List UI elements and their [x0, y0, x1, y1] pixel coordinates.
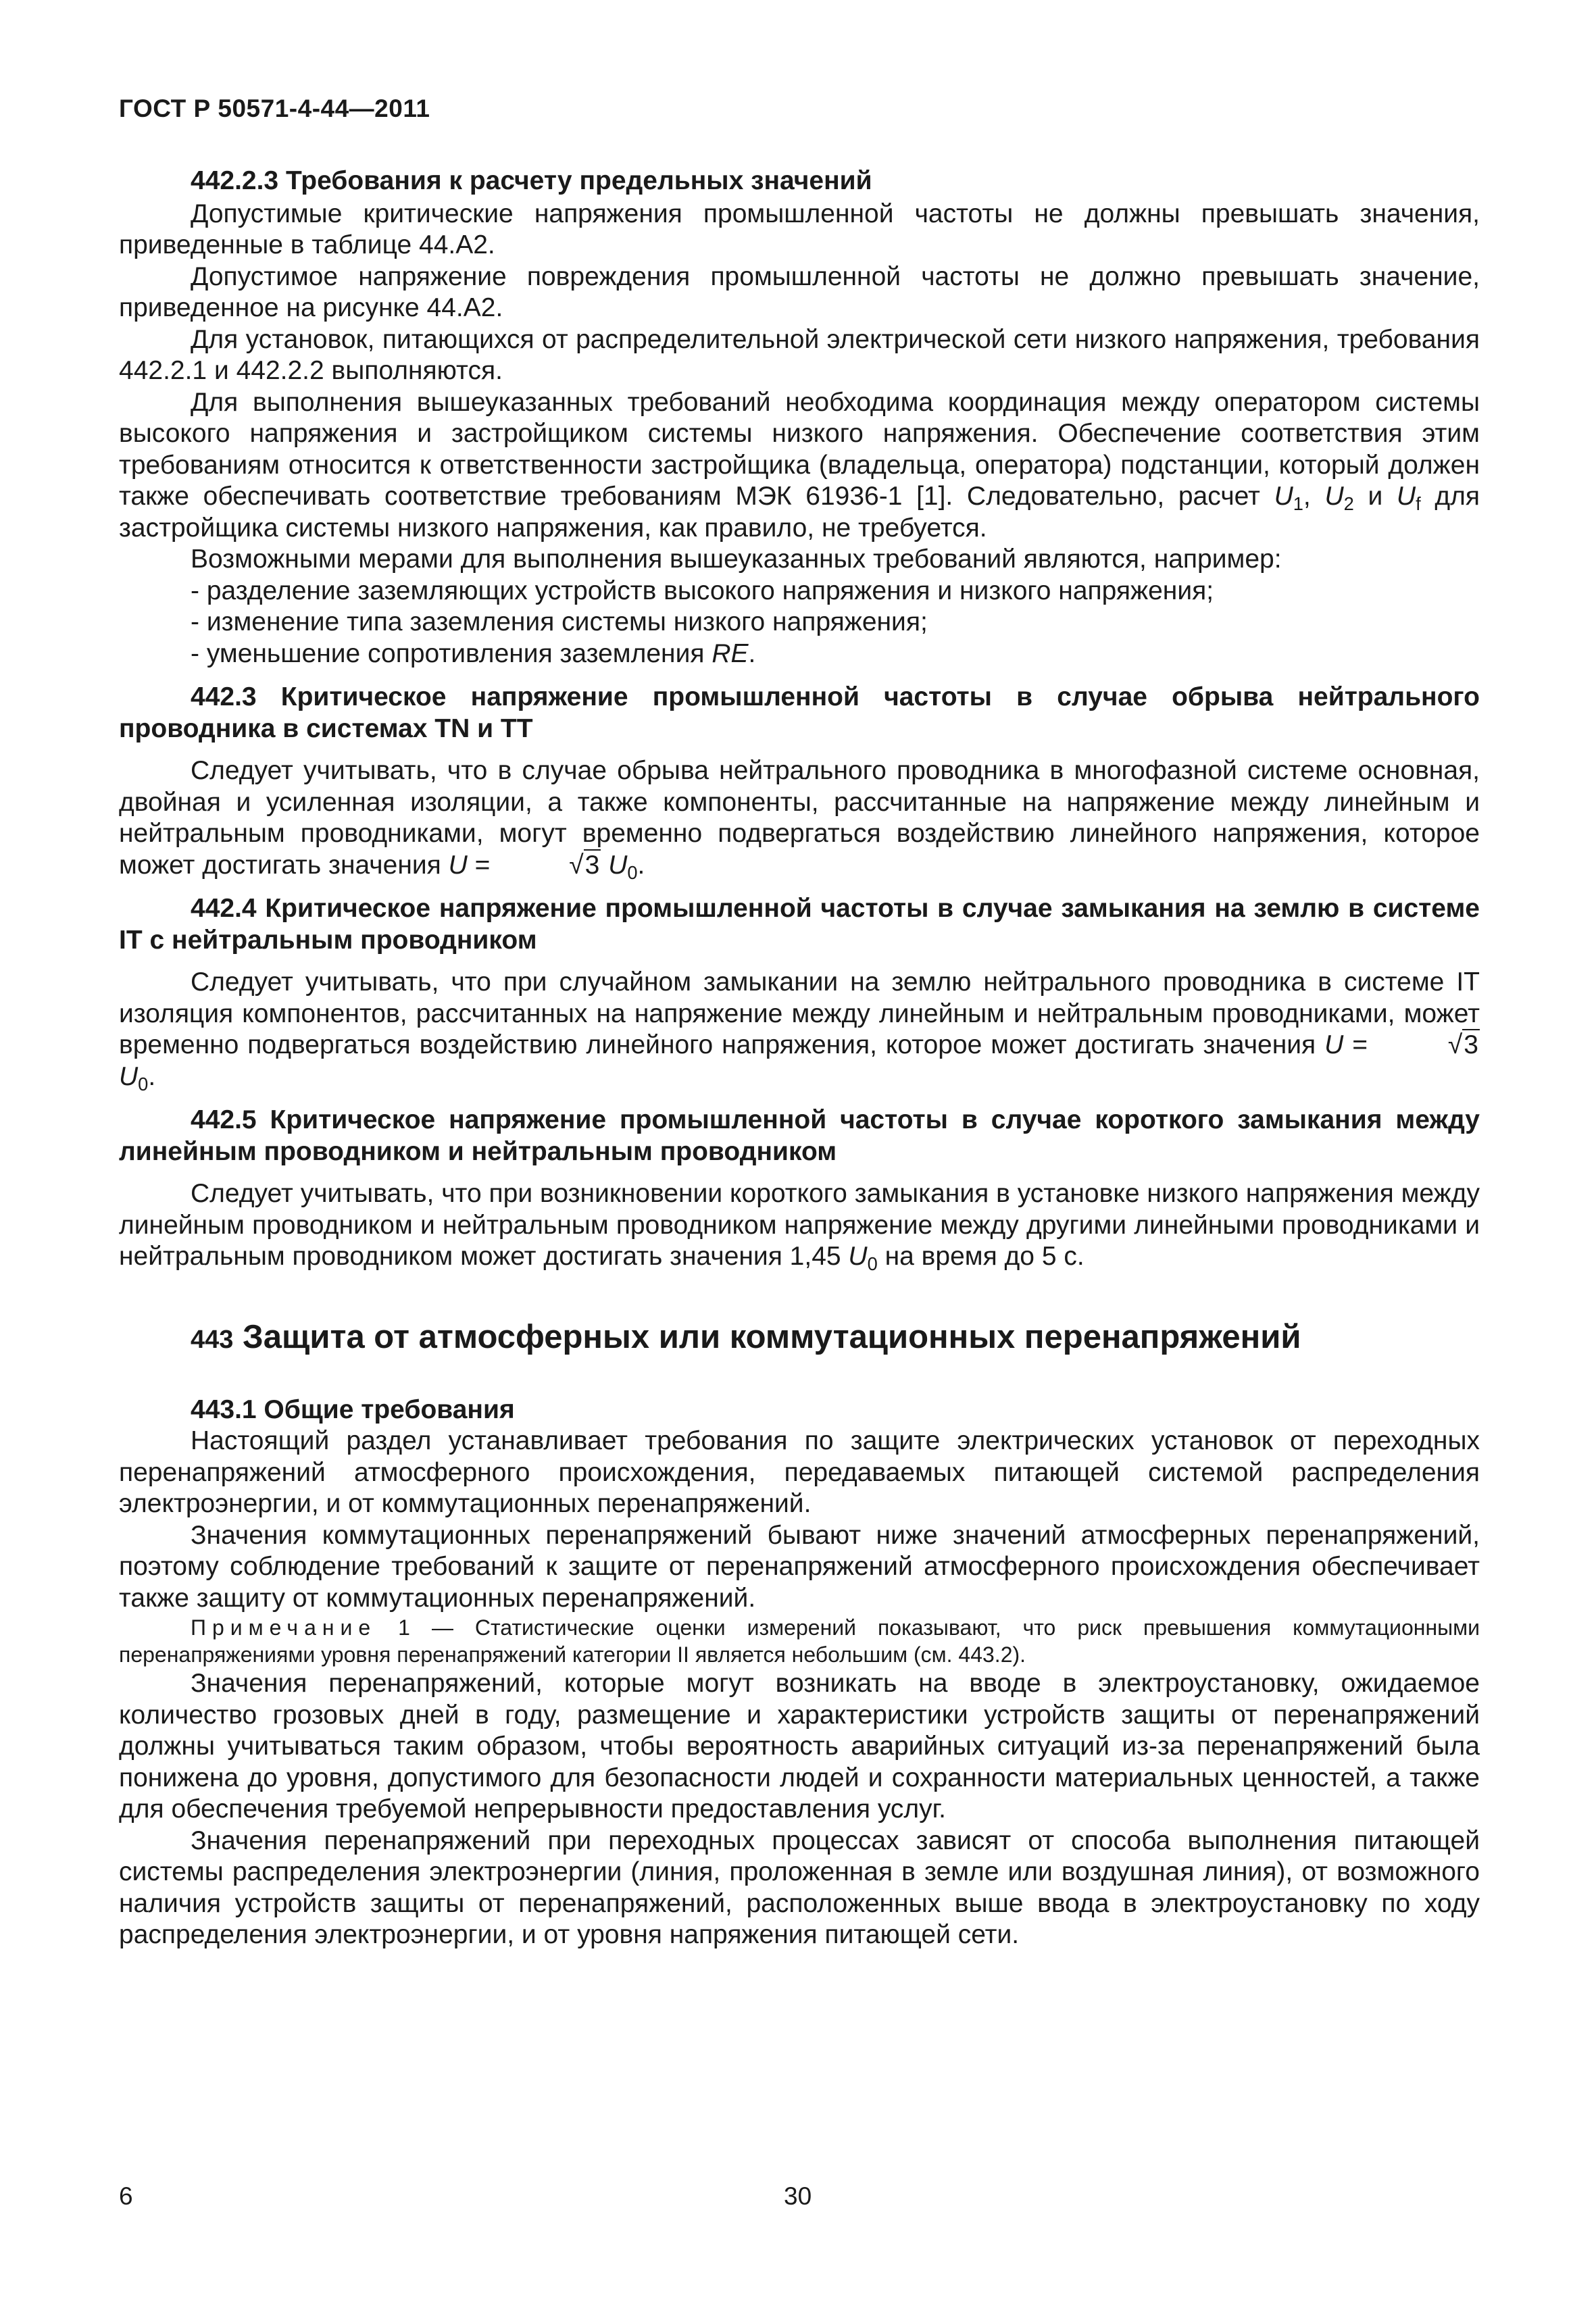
section-443-1-title: 443.1 Общие требования: [191, 1394, 515, 1424]
document-header: ГОСТ Р 50571-4-44—2011: [119, 95, 430, 122]
note: Примечание 1 — Статистические оценки измерений показывают, что риск превышения коммутационными перенапряжениями уровня перенапряжений категории II является небольшим (см. 443.2).: [119, 1615, 1480, 1667]
paragraph: Следует учитывать, что в случае обрыва нейтрального проводника в многофазной системе основная, двойная и усиленная изоляции, а также компоненты, рассчитанные на напряжение между линейным и нейтральным проводниками, могут временно подвергаться воздействию линейного напряжения, которое может достигать значения U = √3 $U_0$.: [119, 756, 1480, 883]
paragraph: Настоящий раздел устанавливает требования по защите электрических установок от переходных перенапряжений атмосферного происхождения, передаваемых питающей системой распределения электроэнергии, и от коммутационных перенапряжений.: [119, 1426, 1480, 1518]
section-443-title: 443 Защита от атмосферных или коммутационных перенапряжений: [191, 1318, 1301, 1355]
page-number-left: 6: [119, 2182, 133, 2210]
sqrt-formula: √3: [1447, 1030, 1478, 1059]
paragraph: Следует учитывать, что при возникновении короткого замыкания в установке низкого напряжения между линейным проводником и нейтральным проводником напряжение между другими линейными проводниками и нейтральным проводником может достигать значения 1,45 $U_0$ на время до 5 с.: [119, 1179, 1480, 1274]
paragraph: Для установок, питающихся от распределительной электрической сети низкого напряжения, требования 442.2.1 и 442.2.2 выполняются.: [119, 324, 1480, 385]
paragraph: Значения коммутационных перенапряжений бывают ниже значений атмосферных перенапряжений, поэтому соблюдение требований к защите от перенапряжений атмосферного происхождения обеспечивает также защиту от коммутационных перенапряжений.: [119, 1520, 1480, 1613]
list-item: - изменение типа заземления системы низкого напряжения;: [191, 607, 928, 636]
paragraph: Допустимое напряжение повреждения промышленной частоты не должно превышать значение, приведенное на рисунке 44.А2.: [119, 261, 1480, 322]
section-442-5-title: 442.5 Критическое напряжение промышленной частоты в случае короткого замыкания между линейным проводником и нейтральным проводником: [119, 1105, 1480, 1166]
paragraph: Значения перенапряжений при переходных процессах зависят от способа выполнения питающей системы распределения электроэнергии (линия, проложенная в земле или воздушная линия), от возможного наличия устройств защиты от перенапряжений, расположенных выше ввода в электроустановку по ходу распределения электроэнергии, и от уровня напряжения питающей сети.: [119, 1826, 1480, 1949]
list-item: - уменьшение сопротивления заземления RE.: [191, 638, 756, 668]
paragraph: Значения перенапряжений, которые могут возникать на вводе в электроустановку, ожидаемое количество грозовых дней в году, размещение и характеристики устройств защиты от перенапряжений должны учитываться таким образом, чтобы вероятность аварийных ситуаций из-за перенапряжений была понижена до уровня, допустимого для безопасности людей и сохранности материальных ценностей, а также для обеспечения требуемой непрерывности предоставления услуг.: [119, 1669, 1480, 1823]
paragraph: Для выполнения вышеуказанных требований необходима координация между оператором системы высокого напряжения и застройщиком системы низкого напряжения. Обеспечение соответствия этим требованиям относится к ответственности застройщика (владельца, оператора) подстанции, который должен также обеспечивать соответствие требованиям МЭК 61936-1 [1]. Следовательно, расчет $U_1$, $U_2$ и $U_f$ для застройщика системы низкого напряжения, как правило, не требуется.: [119, 387, 1480, 543]
page-number-center: 30: [784, 2182, 812, 2210]
paragraph: Возможными мерами для выполнения вышеуказанных требований являются, например:: [191, 545, 1282, 574]
sqrt-formula: √3: [569, 850, 600, 880]
document-body: [119, 166, 1480, 1951]
paragraph: Допустимые критические напряжения промышленной частоты не должны превышать значения, приведенные в таблице 44.А2.: [119, 199, 1480, 259]
section-442-3-title: 442.3 Критическое напряжение промышленной частоты в случае обрыва нейтрального проводника в системах TN и ТТ: [119, 682, 1480, 743]
paragraph: Следует учитывать, что при случайном замыкании на землю нейтрального проводника в системе IT изоляция компонентов, рассчитанных на напряжение между линейным и нейтральным проводниками, может временно подвергаться воздействию линейного напряжения, которое может достигать значения U = √3 $U_0$.: [119, 967, 1480, 1095]
section-442-4-title: 442.4 Критическое напряжение промышленной частоты в случае замыкания на землю в системе IT с нейтральным проводником: [119, 894, 1480, 955]
list-item: - разделение заземляющих устройств высокого напряжения и низкого напряжения;: [191, 576, 1214, 605]
section-442-2-3-title: 442.2.3 Требования к расчету предельных значений: [191, 166, 872, 195]
